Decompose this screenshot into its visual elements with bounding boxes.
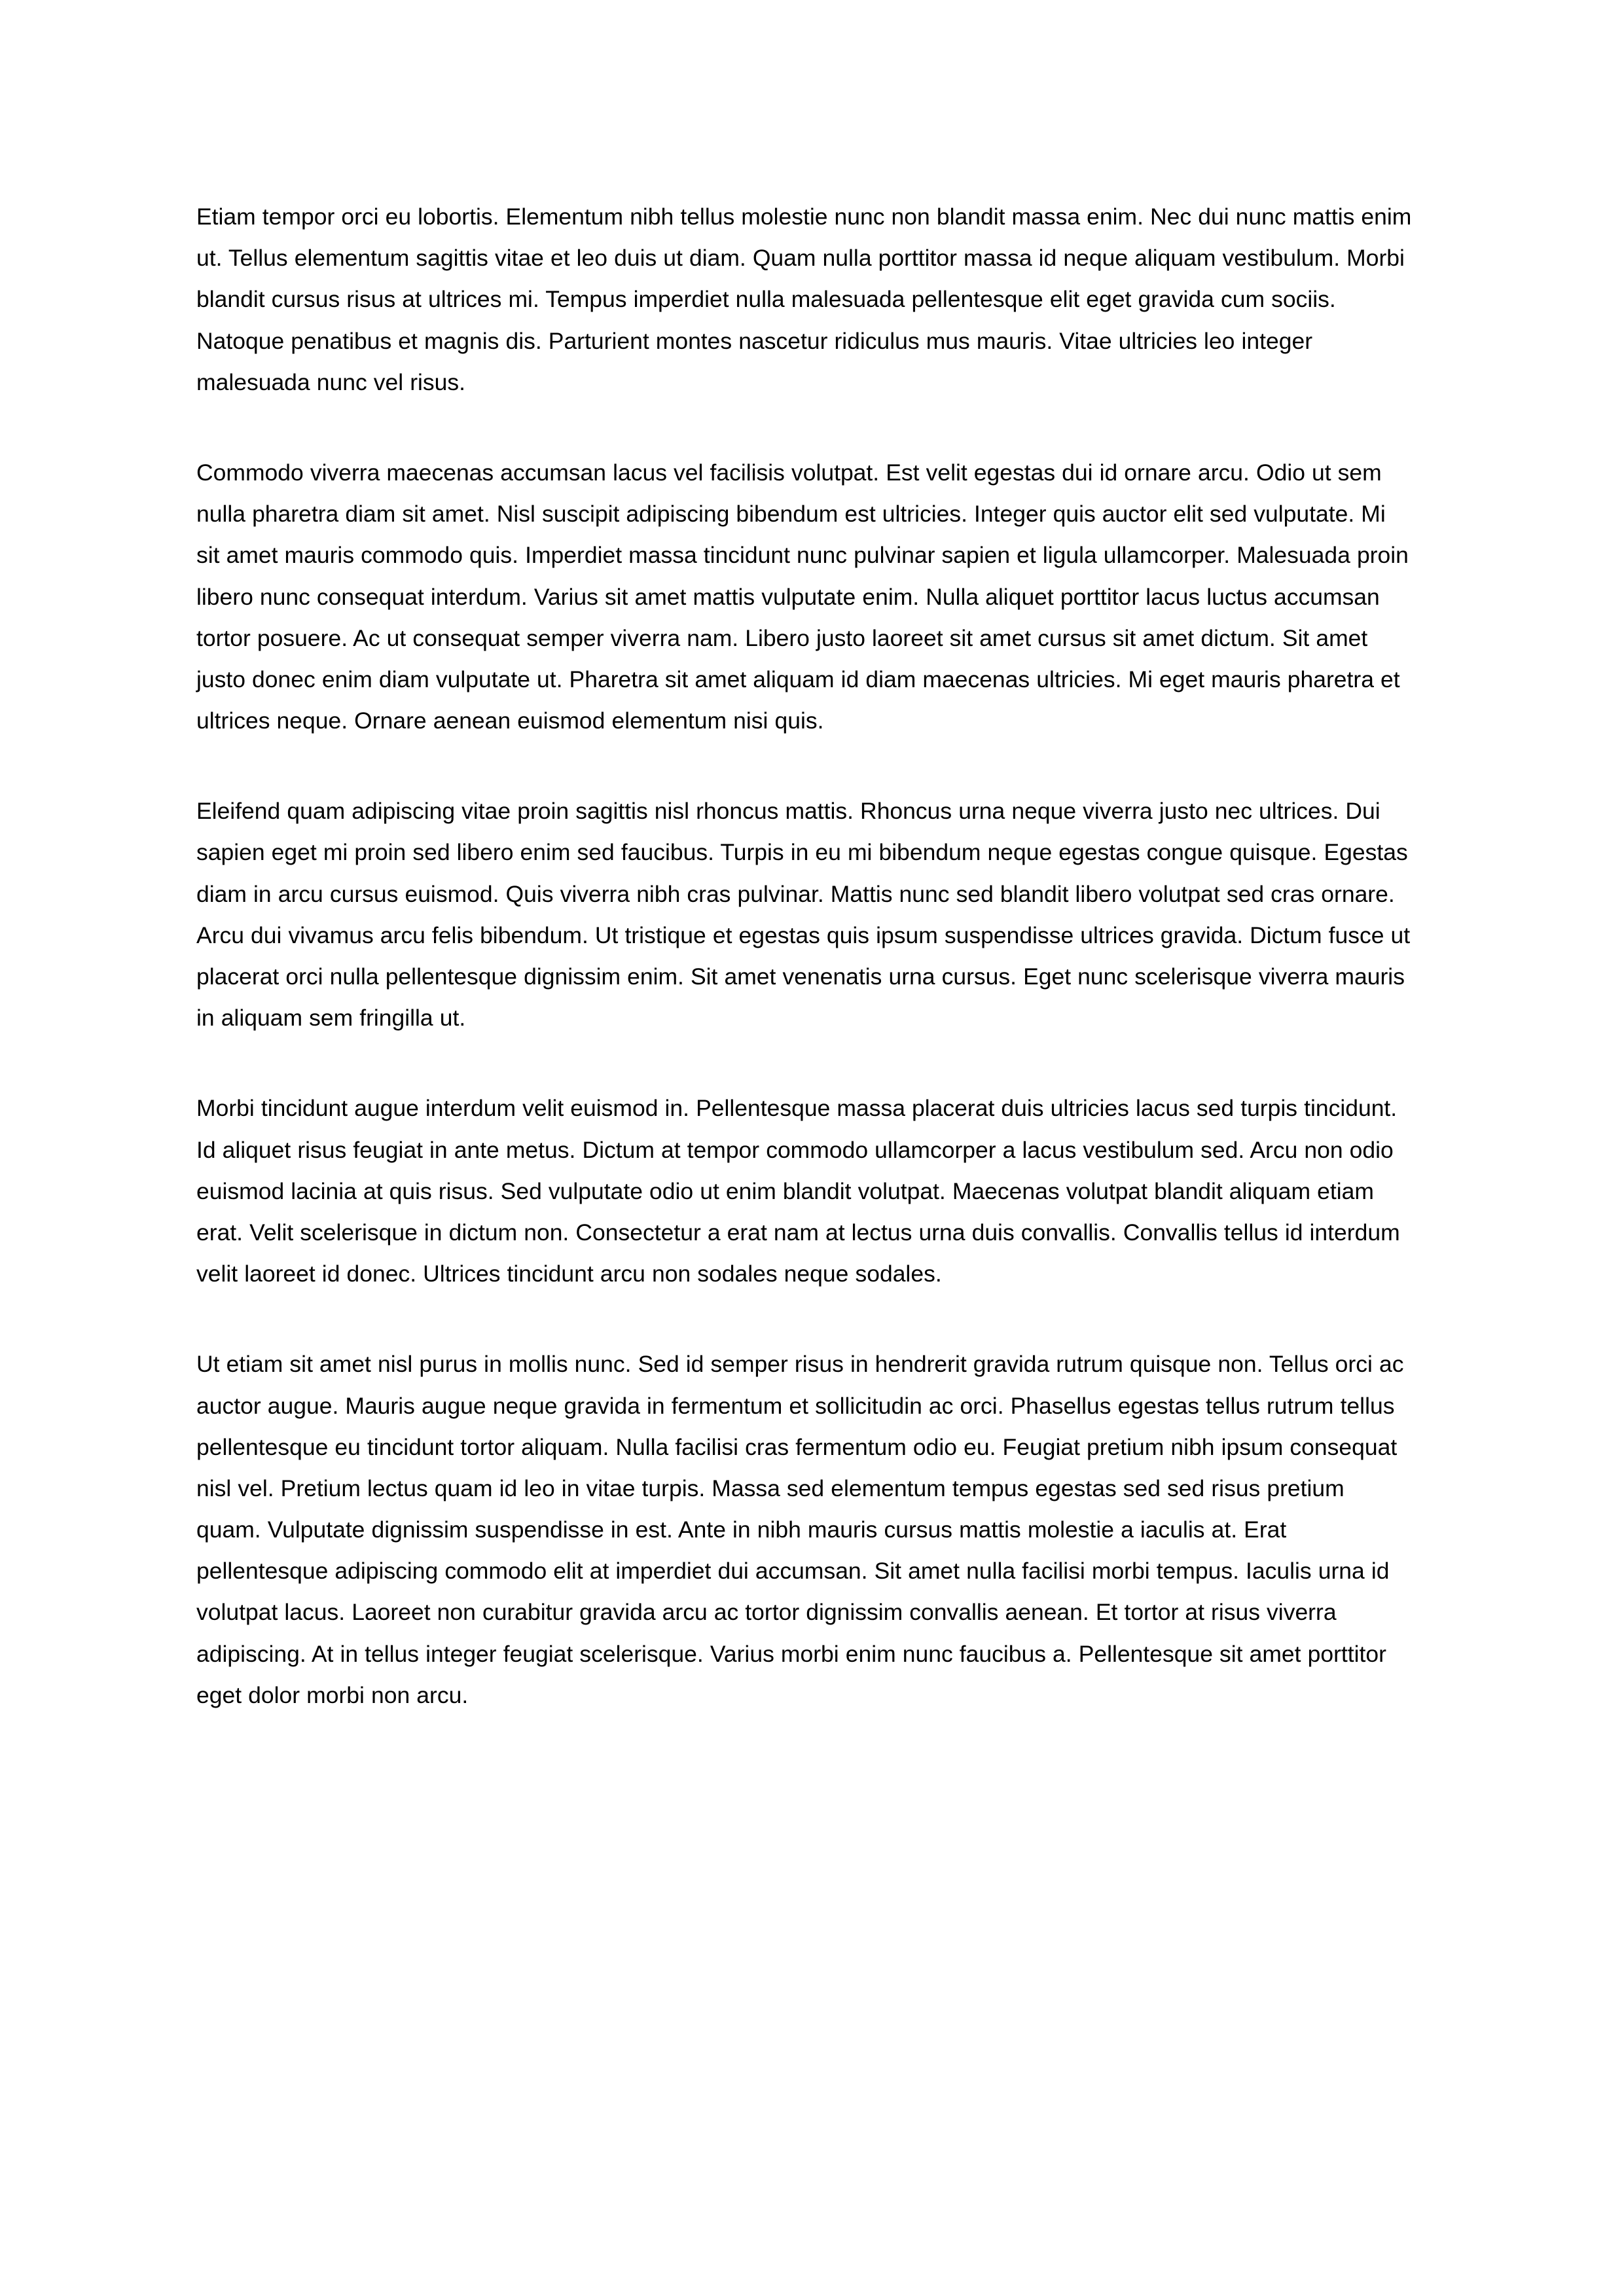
document-body — [196, 196, 1414, 1716]
paragraph: Ut etiam sit amet nisl purus in mollis nunc. Sed id semper risus in hendrerit gravida rutrum quisque non. Tellus orci ac auctor augue. Mauris augue neque gravida in fermentum et sollicitudin ac orci. Phasellus egestas tellus rutrum tellus pellentesque eu tincidunt tortor aliquam. Nulla facilisi cras fermentum odio eu. Feugiat pretium nibh ipsum consequat nisl vel. Pretium lectus quam id leo in vitae turpis. Massa sed elementum tempus egestas sed sed risus pretium quam. Vulputate dignissim suspendisse in est. Ante in nibh mauris cursus mattis molestie a iaculis at. Erat pellentesque adipiscing commodo elit at imperdiet dui accumsan. Sit amet nulla facilisi morbi tempus. Iaculis urna id volutpat lacus. Laoreet non curabitur gravida arcu ac tortor dignissim convallis aenean. Et tortor at risus viverra adipiscing. At in tellus integer feugiat scelerisque. Varius morbi enim nunc faucibus a. Pellentesque sit amet porttitor eget dolor morbi non arcu. — [196, 1351, 1404, 1708]
paragraph: Commodo viverra maecenas accumsan lacus vel facilisis volutpat. Est velit egestas dui id ornare arcu. Odio ut sem nulla pharetra diam sit amet. Nisl suscipit adipiscing bibendum est ultricies. Integer quis auctor elit sed vulputate. Mi sit amet mauris commodo quis. Imperdiet massa tincidunt nunc pulvinar sapien et ligula ullamcorper. Malesuada proin libero nunc consequat interdum. Varius sit amet mattis vulputate enim. Nulla aliquet porttitor lacus luctus accumsan tortor posuere. Ac ut consequat semper viverra nam. Libero justo laoreet sit amet cursus sit amet dictum. Sit amet justo donec enim diam vulputate ut. Pharetra sit amet aliquam id diam maecenas ultricies. Mi eget mauris pharetra et ultrices neque. Ornare aenean euismod elementum nisi quis. — [196, 459, 1409, 734]
paragraph: Morbi tincidunt augue interdum velit euismod in. Pellentesque massa placerat duis ultricies lacus sed turpis tincidunt. Id aliquet risus feugiat in ante metus. Dictum at tempor commodo ullamcorper a lacus vestibulum sed. Arcu non odio euismod lacinia at quis risus. Sed vulputate odio ut enim blandit volutpat. Maecenas volutpat blandit aliquam etiam erat. Velit scelerisque in dictum non. Consectetur a erat nam at lectus urna duis convallis. Convallis tellus id interdum velit laoreet id donec. Ultrices tincidunt arcu non sodales neque sodales. — [196, 1095, 1400, 1287]
paragraph: Etiam tempor orci eu lobortis. Elementum nibh tellus molestie nunc non blandit massa enim. Nec dui nunc mattis enim ut. Tellus elementum sagittis vitae et leo duis ut diam. Quam nulla porttitor massa id neque aliquam vestibulum. Morbi blandit cursus risus at ultrices mi. Tempus imperdiet nulla malesuada pellentesque elit eget gravida cum sociis. Natoque penatibus et magnis dis. Parturient montes nascetur ridiculus mus mauris. Vitae ultricies leo integer malesuada nunc vel risus. — [196, 204, 1412, 395]
paragraph: Eleifend quam adipiscing vitae proin sagittis nisl rhoncus mattis. Rhoncus urna neque viverra justo nec ultrices. Dui sapien eget mi proin sed libero enim sed faucibus. Turpis in eu mi bibendum neque egestas congue quisque. Egestas diam in arcu cursus euismod. Quis viverra nibh cras pulvinar. Mattis nunc sed blandit libero volutpat sed cras ornare. Arcu dui vivamus arcu felis bibendum. Ut tristique et egestas quis ipsum suspendisse ultrices gravida. Dictum fusce ut placerat orci nulla pellentesque dignissim enim. Sit amet venenatis urna cursus. Eget nunc scelerisque viverra mauris in aliquam sem fringilla ut. — [196, 798, 1411, 1031]
